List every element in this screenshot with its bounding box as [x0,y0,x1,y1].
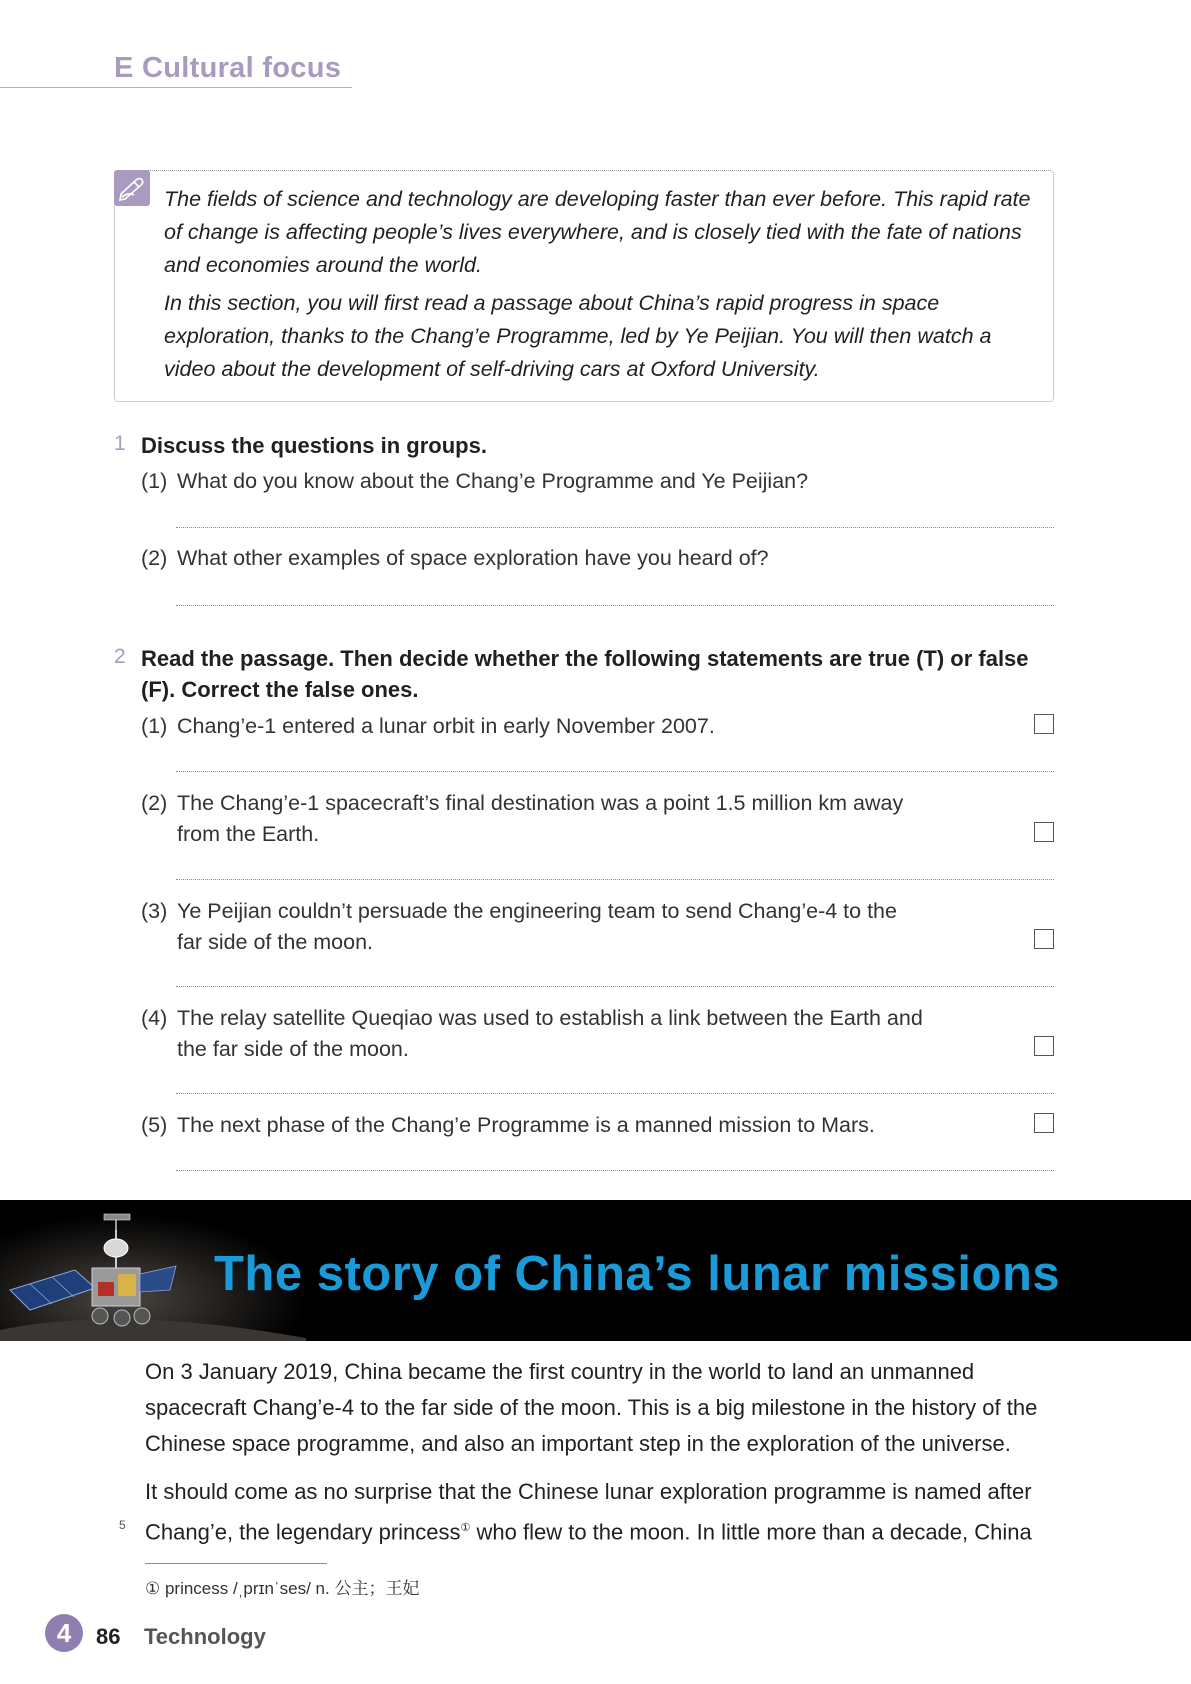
q2-item-4-number: (4) [141,1006,168,1030]
q2-item-2-text: The Chang’e-1 spacecraft’s final destination was a point 1.5 million km away from the Earth. [177,791,904,846]
question-1-number: 1 [114,432,126,455]
passage-paragraph-1: On 3 January 2019, China became the first country in the world to land an unmanned spacecraft Chang’e-4 to the far side of the moon. This is a big milestone in the history of the Chinese space programme, and also an important step in the exploration of the universe. [145,1359,1038,1456]
q2-item-3-number: (3) [141,899,168,923]
section-title: E Cultural focus [114,52,342,84]
question-1-heading: Discuss the questions in groups. [141,433,487,458]
q2-item-5-number: (5) [141,1113,168,1137]
section-rule [0,87,352,88]
passage-paragraph-2-start: It should come as no surprise that the Chinese lunar exploration programme is named after Chang’e, the legendary princess [145,1479,1032,1545]
q2-item-1 [141,711,715,742]
q2-answer-line-4[interactable] [176,1093,1054,1094]
q2-answer-line-2[interactable] [176,879,1054,880]
q1-item-1 [141,466,809,497]
q2-item-1-checkbox[interactable] [1034,714,1054,734]
q2-answer-line-5[interactable] [176,1170,1054,1171]
line-number-marker: 5 [119,1518,126,1532]
footnote-marker: ① [460,1522,471,1534]
q2-item-1-number: (1) [141,714,168,738]
q2-answer-line-3[interactable] [176,986,1054,987]
intro-paragraph-1: The fields of science and technology are developing faster than ever before. This rapid rate of change is affecting people’s lives everywhere, and is closely tied with the fate of nations and economies around the world. [164,187,1031,277]
intro-text [164,183,1034,386]
q2-item-2-number: (2) [141,791,168,815]
footnote-rule [145,1563,327,1564]
q1-item-1-text: What do you know about the Chang’e Programme and Ye Peijian? [177,469,809,493]
q1-answer-line-2[interactable] [176,605,1054,606]
q2-item-1-text: Chang’e-1 entered a lunar orbit in early November 2007. [177,714,715,738]
question-2-number: 2 [114,645,126,668]
intro-paragraph-2: In this section, you will first read a passage about China’s rapid progress in space exploration, thanks to the Chang’e Programme, led by Ye Peijian. You will then watch a video about the development of self-driving cars at Oxford University. [164,291,992,381]
passage-paragraph-2 [145,1474,1060,1550]
q2-item-4-text: The relay satellite Queqiao was used to establish a link between the Earth and the far side of the moon. [177,1006,923,1061]
question-2-heading: Read the passage. Then decide whether the following statements are true (T) or false (F). Correct the false ones. [141,646,1029,702]
q2-item-5-text: The next phase of the Chang’e Programme is a manned mission to Mars. [177,1113,875,1137]
footnote: ① princess /ˌprɪnˈses/ n. 公主；王妃 [145,1579,420,1598]
page-number: 86 [96,1624,121,1649]
q2-item-4 [141,1003,923,1061]
q2-item-2-checkbox[interactable] [1034,822,1054,842]
q2-item-5-checkbox[interactable] [1034,1113,1054,1133]
passage-title: The story of China’s lunar missions [214,1247,1061,1301]
page-unit-label: Technology [144,1624,266,1649]
q2-item-3-text: Ye Peijian couldn’t persuade the engineering team to send Chang’e-4 to the far side of the moon. [177,899,897,954]
q2-item-5 [141,1110,875,1141]
q2-answer-line-1[interactable] [176,771,1054,772]
unit-number-badge: 4 [45,1614,83,1652]
q1-item-2 [141,543,769,574]
q1-item-2-text: What other examples of space exploration have you heard of? [177,546,769,570]
q2-item-2 [141,788,904,846]
q1-item-1-number: (1) [141,469,168,493]
q2-item-4-checkbox[interactable] [1034,1036,1054,1056]
q1-item-2-number: (2) [141,546,168,570]
pencil-note-icon [114,170,150,206]
q2-item-3-checkbox[interactable] [1034,929,1054,949]
passage-body [145,1354,1060,1550]
q2-item-3 [141,896,897,954]
q1-answer-line-1[interactable] [176,527,1054,528]
passage-paragraph-2-end: who flew to the moon. In little more than a decade, China [470,1519,1032,1545]
